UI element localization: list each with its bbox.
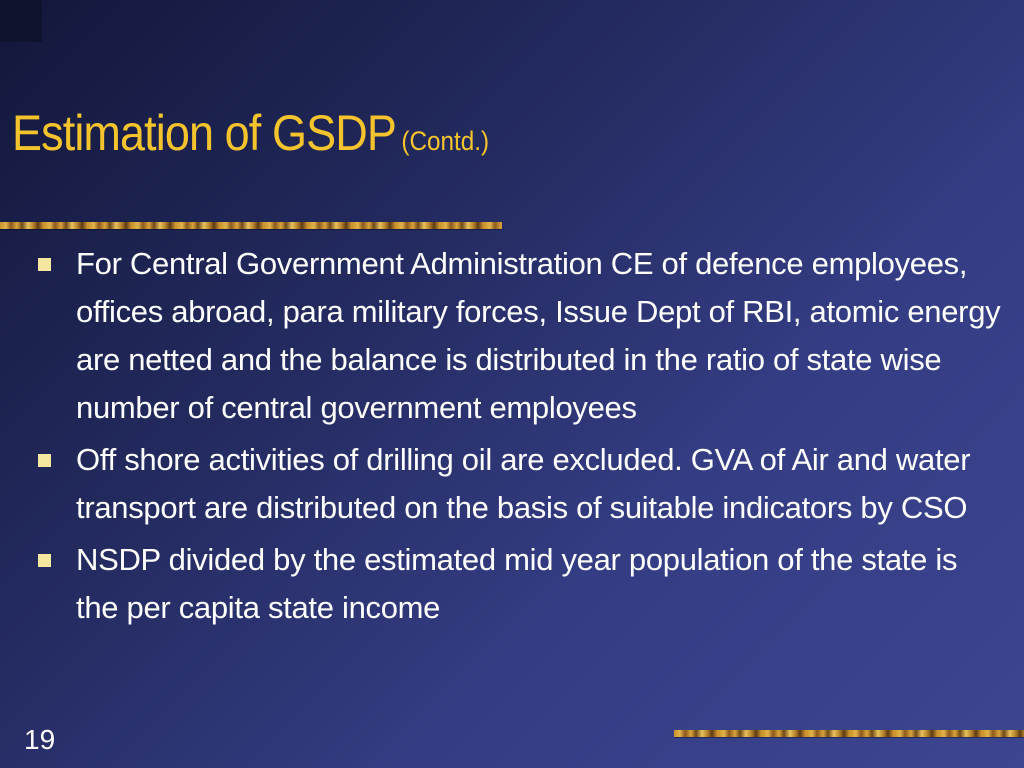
square-bullet-icon [38,258,51,271]
slide-number: 19 [24,724,56,755]
square-bullet-icon [38,454,51,467]
bullet-item [36,240,1002,432]
bullet-item [36,536,1002,632]
corner-decoration [0,0,42,42]
slide-title [12,104,489,162]
bullet-text: Off shore activities of drilling oil are excluded. GVA of Air and water transport are distributed on the basis of suitable indicators by CSO [76,442,971,525]
slide-title-main: Estimation of GSDP [12,105,396,161]
bullet-list [36,240,1002,636]
bullet-item [36,436,1002,532]
bullet-text: For Central Government Administration CE of defence employees, offices abroad, para military forces, Issue Dept of RBI, atomic energy are netted and the balance is distributed in the ratio of state wise number of central government employees [76,246,1001,425]
footer-decoration-band [674,730,1024,737]
bullet-text: NSDP divided by the estimated mid year population of the state is the per capita state income [76,542,958,625]
square-bullet-icon [38,554,51,567]
title-underline-band [0,222,502,229]
slide-title-suffix: (Contd.) [401,126,490,156]
